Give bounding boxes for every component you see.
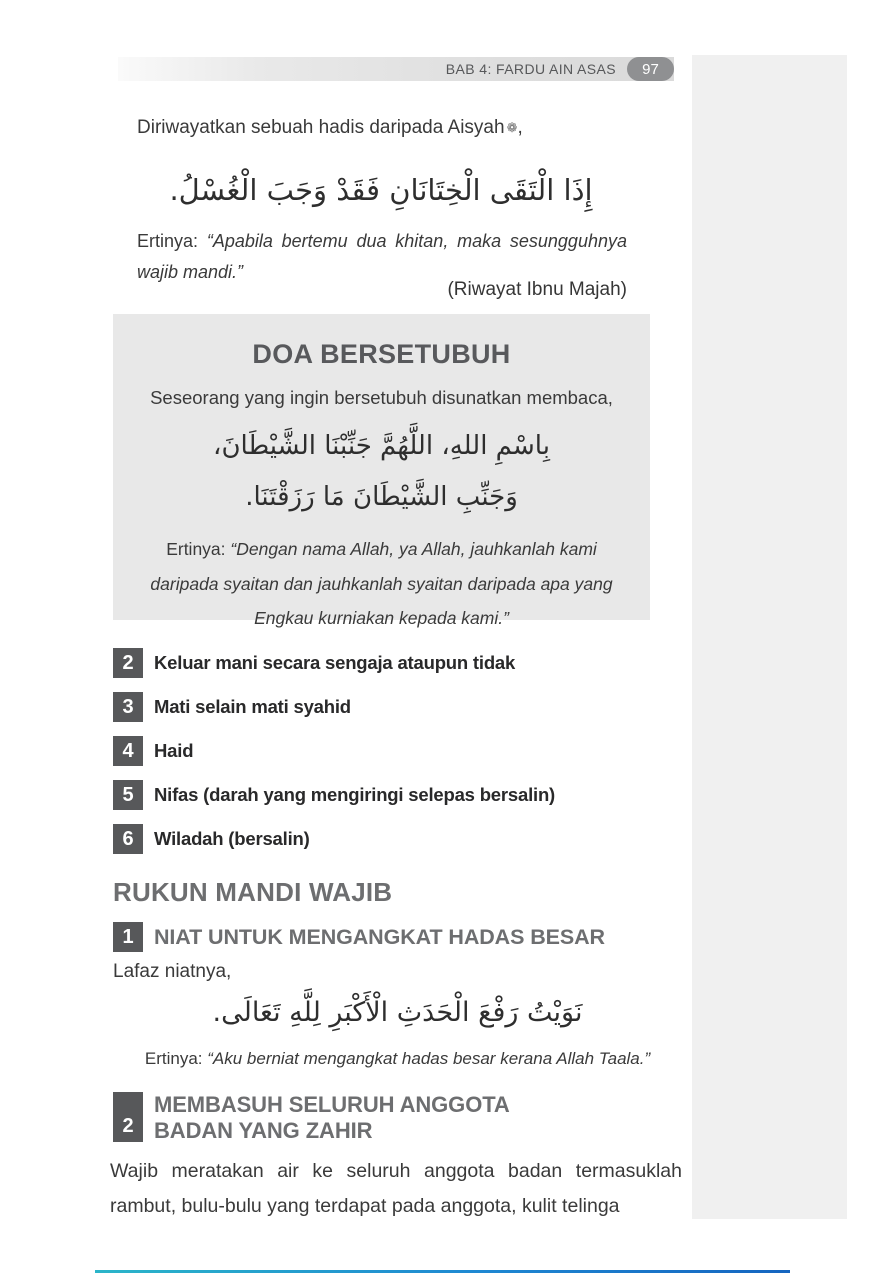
item-number-badge: 4 <box>113 736 143 766</box>
item-label: Nifas (darah yang mengiringi selepas bersalin) <box>154 784 556 805</box>
doa-translation-label: Ertinya: <box>166 539 226 560</box>
step-number-badge: 2 <box>113 1092 143 1142</box>
doa-box-intro: Seseorang yang ingin bersetubuh disunatkan membaca, <box>150 387 613 408</box>
doa-arabic-line-2: وَجَنِّبِ الشَّيْطَانَ مَا رَزَقْتَنَا. <box>245 481 518 512</box>
hadith-intro-comma: , <box>517 117 523 138</box>
doa-arabic-line-1: بِاسْمِ اللهِ، اللَّهُمَّ جَنِّبْنَا الشَّيْطَانَ، <box>213 431 550 461</box>
bottom-accent-line <box>95 1270 790 1273</box>
item-number-badge: 6 <box>113 824 143 854</box>
niat-translation-text: “Aku berniat mengangkat hadas besar kerana Allah Taala.” <box>207 1049 651 1068</box>
item-number-badge: 2 <box>113 648 143 678</box>
niat-translation <box>113 1049 682 1069</box>
niat-arabic-text: نَوَيْتُ رَفْعَ الْحَدَثِ الْأَكْبَرِ لِلَّهِ تَعَالَى. <box>212 997 583 1028</box>
item-number-badge: 3 <box>113 692 143 722</box>
niat-translation-label: Ertinya: <box>144 1049 203 1068</box>
item-number-badge: 5 <box>113 780 143 810</box>
step-title: NIAT UNTUK MENGANGKAT HADAS BESAR <box>154 924 605 949</box>
list-item <box>113 692 673 722</box>
list-item <box>113 648 673 678</box>
causes-list <box>113 648 673 868</box>
doa-translation-text: “Dengan nama Allah, ya Allah, jauhkanlah kami daripada syaitan dan jauhkanlah syaitan daripada apa yang Engkau kurniakan kepada kami.” <box>150 539 613 628</box>
hadith-arabic-text: إِذَا الْتَقَى الْخِتَانَانِ فَقَدْ وَجَبَ الْغُسْلُ. <box>169 173 593 207</box>
translation-text: “Apabila bertemu dua khitan, maka sesungguhnya wajib mandi.” <box>137 231 627 282</box>
doa-translation <box>142 532 622 634</box>
page-edge-panel <box>692 55 847 1219</box>
list-item <box>113 780 673 810</box>
item-label: Keluar mani secara sengaja ataupun tidak <box>154 652 516 673</box>
item-label: Wiladah (bersalin) <box>154 828 310 849</box>
page-number-badge: 97 <box>627 57 674 81</box>
step-heading-2 <box>113 1092 584 1145</box>
list-item <box>113 824 673 854</box>
hadith-attribution: (Riwayat Ibnu Majah) <box>447 279 627 300</box>
item-label: Mati selain mati syahid <box>154 696 351 717</box>
list-item <box>113 736 673 766</box>
honorific-radhiallahuanha-icon: ❁ <box>506 120 518 135</box>
step-number-badge: 1 <box>113 922 143 952</box>
lafaz-niat-label: Lafaz niatnya, <box>113 961 232 982</box>
doa-bersetubuh-box <box>113 314 650 628</box>
step-heading-1 <box>113 922 605 952</box>
hadith-intro-text: Diriwayatkan sebuah hadis daripada Aisyah <box>137 117 505 138</box>
hadith-intro-paragraph <box>137 117 637 139</box>
step2-body-paragraph: Wajib meratakan air ke seluruh anggota badan termasuklah rambut, bulu-bulu yang terdapat pada anggota, kulit telinga <box>110 1160 682 1218</box>
translation-label: Ertinya: <box>137 231 199 251</box>
doa-arabic-text <box>113 421 650 522</box>
section-title-rukun-mandi-wajib: RUKUN MANDI WAJIB <box>113 877 393 907</box>
header-bar <box>118 57 674 81</box>
doa-box-title: DOA BERSETUBUH <box>252 339 511 369</box>
chapter-title: BAB 4: FARDU AIN ASAS <box>445 61 616 77</box>
step-title: MEMBASUH SELURUH ANGGOTA BADAN YANG ZAHIR <box>154 1092 509 1144</box>
item-label: Haid <box>154 740 194 761</box>
